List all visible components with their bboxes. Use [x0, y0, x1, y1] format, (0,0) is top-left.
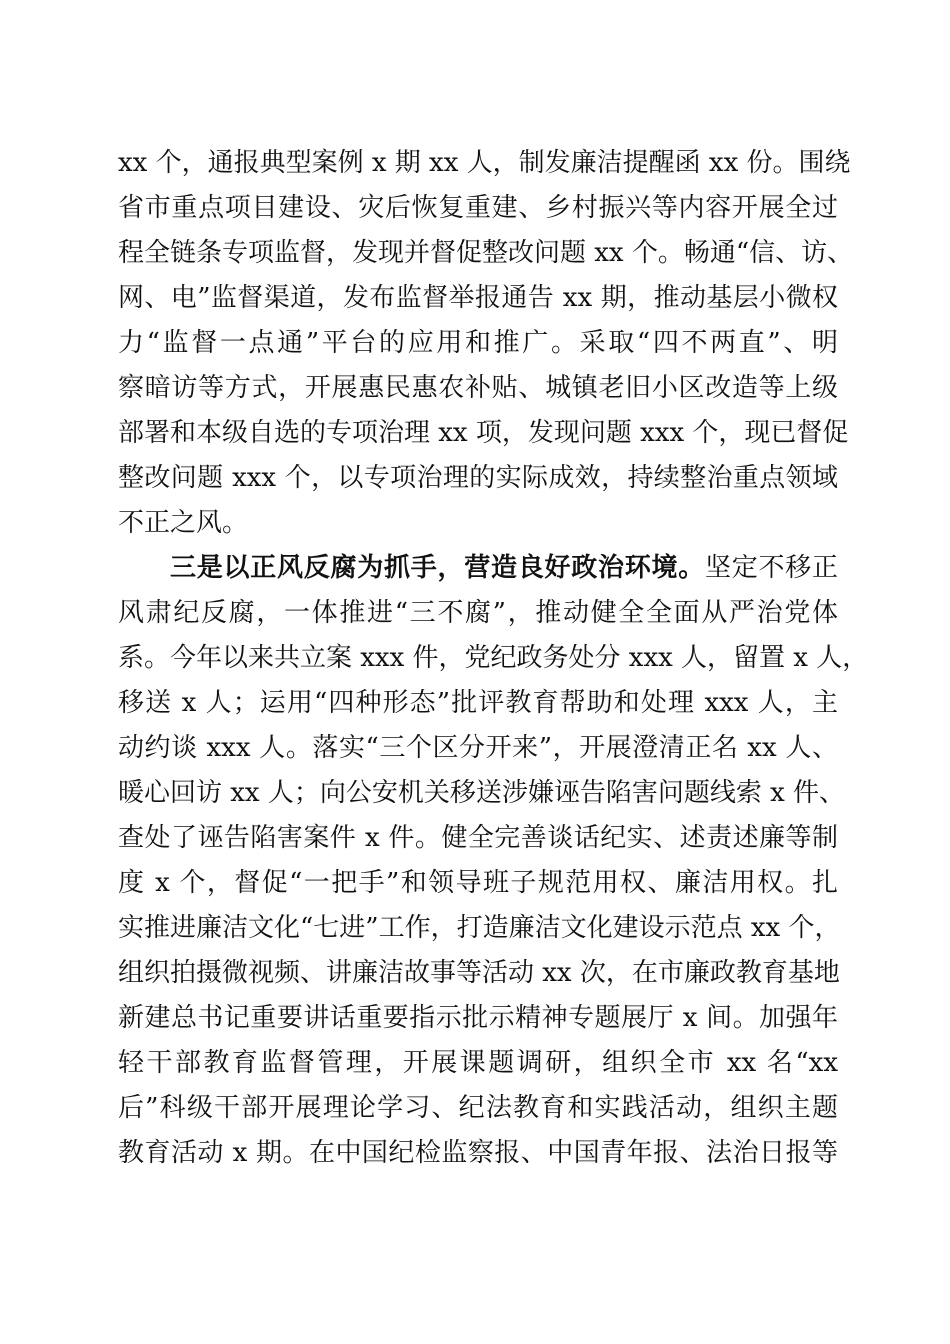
text-line: 度 x 个，督促“一把手”和领导班子规范用权、廉洁用权。扎 — [118, 868, 838, 898]
text-line: 查处了诬告陷害案件 x 件。健全完善谈话纪实、述责述廉等制 — [118, 823, 838, 853]
text-line: 整改问题 xxx 个，以专项治理的实际成效，持续整治重点领域 — [118, 463, 838, 493]
paragraph-lead-heading: 三是以正风反腐为抓手，营造良好政治环境。 — [170, 553, 705, 583]
text-line: 网、电”监督渠道，发布监督举报通告 xx 期，推动基层小微权 — [118, 283, 838, 313]
text-line: 轻干部教育监督管理，开展课题调研，组织全市 xx 名“xx — [118, 1048, 838, 1078]
text-line: 程全链条专项监督，发现并督促整改问题 xx 个。畅通“信、访、 — [118, 238, 854, 268]
text-line: xx 个，通报典型案例 x 期 xx 人，制发廉洁提醒函 xx 份。围绕 — [118, 148, 851, 178]
text-line: 新建总书记重要讲话重要指示批示精神专题展厅 x 间。加强年 — [118, 1003, 838, 1033]
text-line: 暖心回访 xx 人；向公安机关移送涉嫌诬告陷害问题线索 x 件、 — [118, 778, 846, 808]
text-line: 教育活动 x 期。在中国纪检监察报、中国青年报、法治日报等 — [118, 1138, 838, 1168]
text-line: 省市重点项目建设、灾后恢复重建、乡村振兴等内容开展全过 — [118, 193, 838, 223]
paragraph-first-line-text: 坚定不移正 — [704, 553, 838, 583]
text-line: 察暗访等方式，开展惠民惠农补贴、城镇老旧小区改造等上级 — [118, 373, 838, 403]
text-line: 移送 x 人；运用“四种形态”批评教育帮助和处理 xxx 人，主 — [118, 688, 838, 718]
text-line: 不正之风。 — [118, 508, 249, 538]
text-line: 力“监督一点通”平台的应用和推广。采取“四不两直”、明 — [118, 328, 838, 358]
text-line: 动约谈 xxx 人。落实“三个区分开来”，开展澄清正名 xx 人、 — [118, 733, 838, 763]
text-line: 系。今年以来共立案 xxx 件，党纪政务处分 xxx 人，留置 x 人， — [118, 643, 869, 673]
paragraph-first-line — [170, 546, 838, 590]
text-line: 实推进廉洁文化“七进”工作，打造廉洁文化建设示范点 xx 个， — [118, 913, 841, 943]
text-line: 部署和本级自选的专项治理 xx 项，发现问题 xxx 个，现已督促 — [118, 418, 849, 448]
text-line: 风肃纪反腐，一体推进“三不腐”，推动健全全面从严治党体 — [118, 598, 838, 628]
text-line: 组织拍摄微视频、讲廉洁故事等活动 xx 次，在市廉政教育基地 — [118, 958, 840, 988]
text-line: 后”科级干部开展理论学习、纪法教育和实践活动，组织主题 — [118, 1093, 838, 1123]
